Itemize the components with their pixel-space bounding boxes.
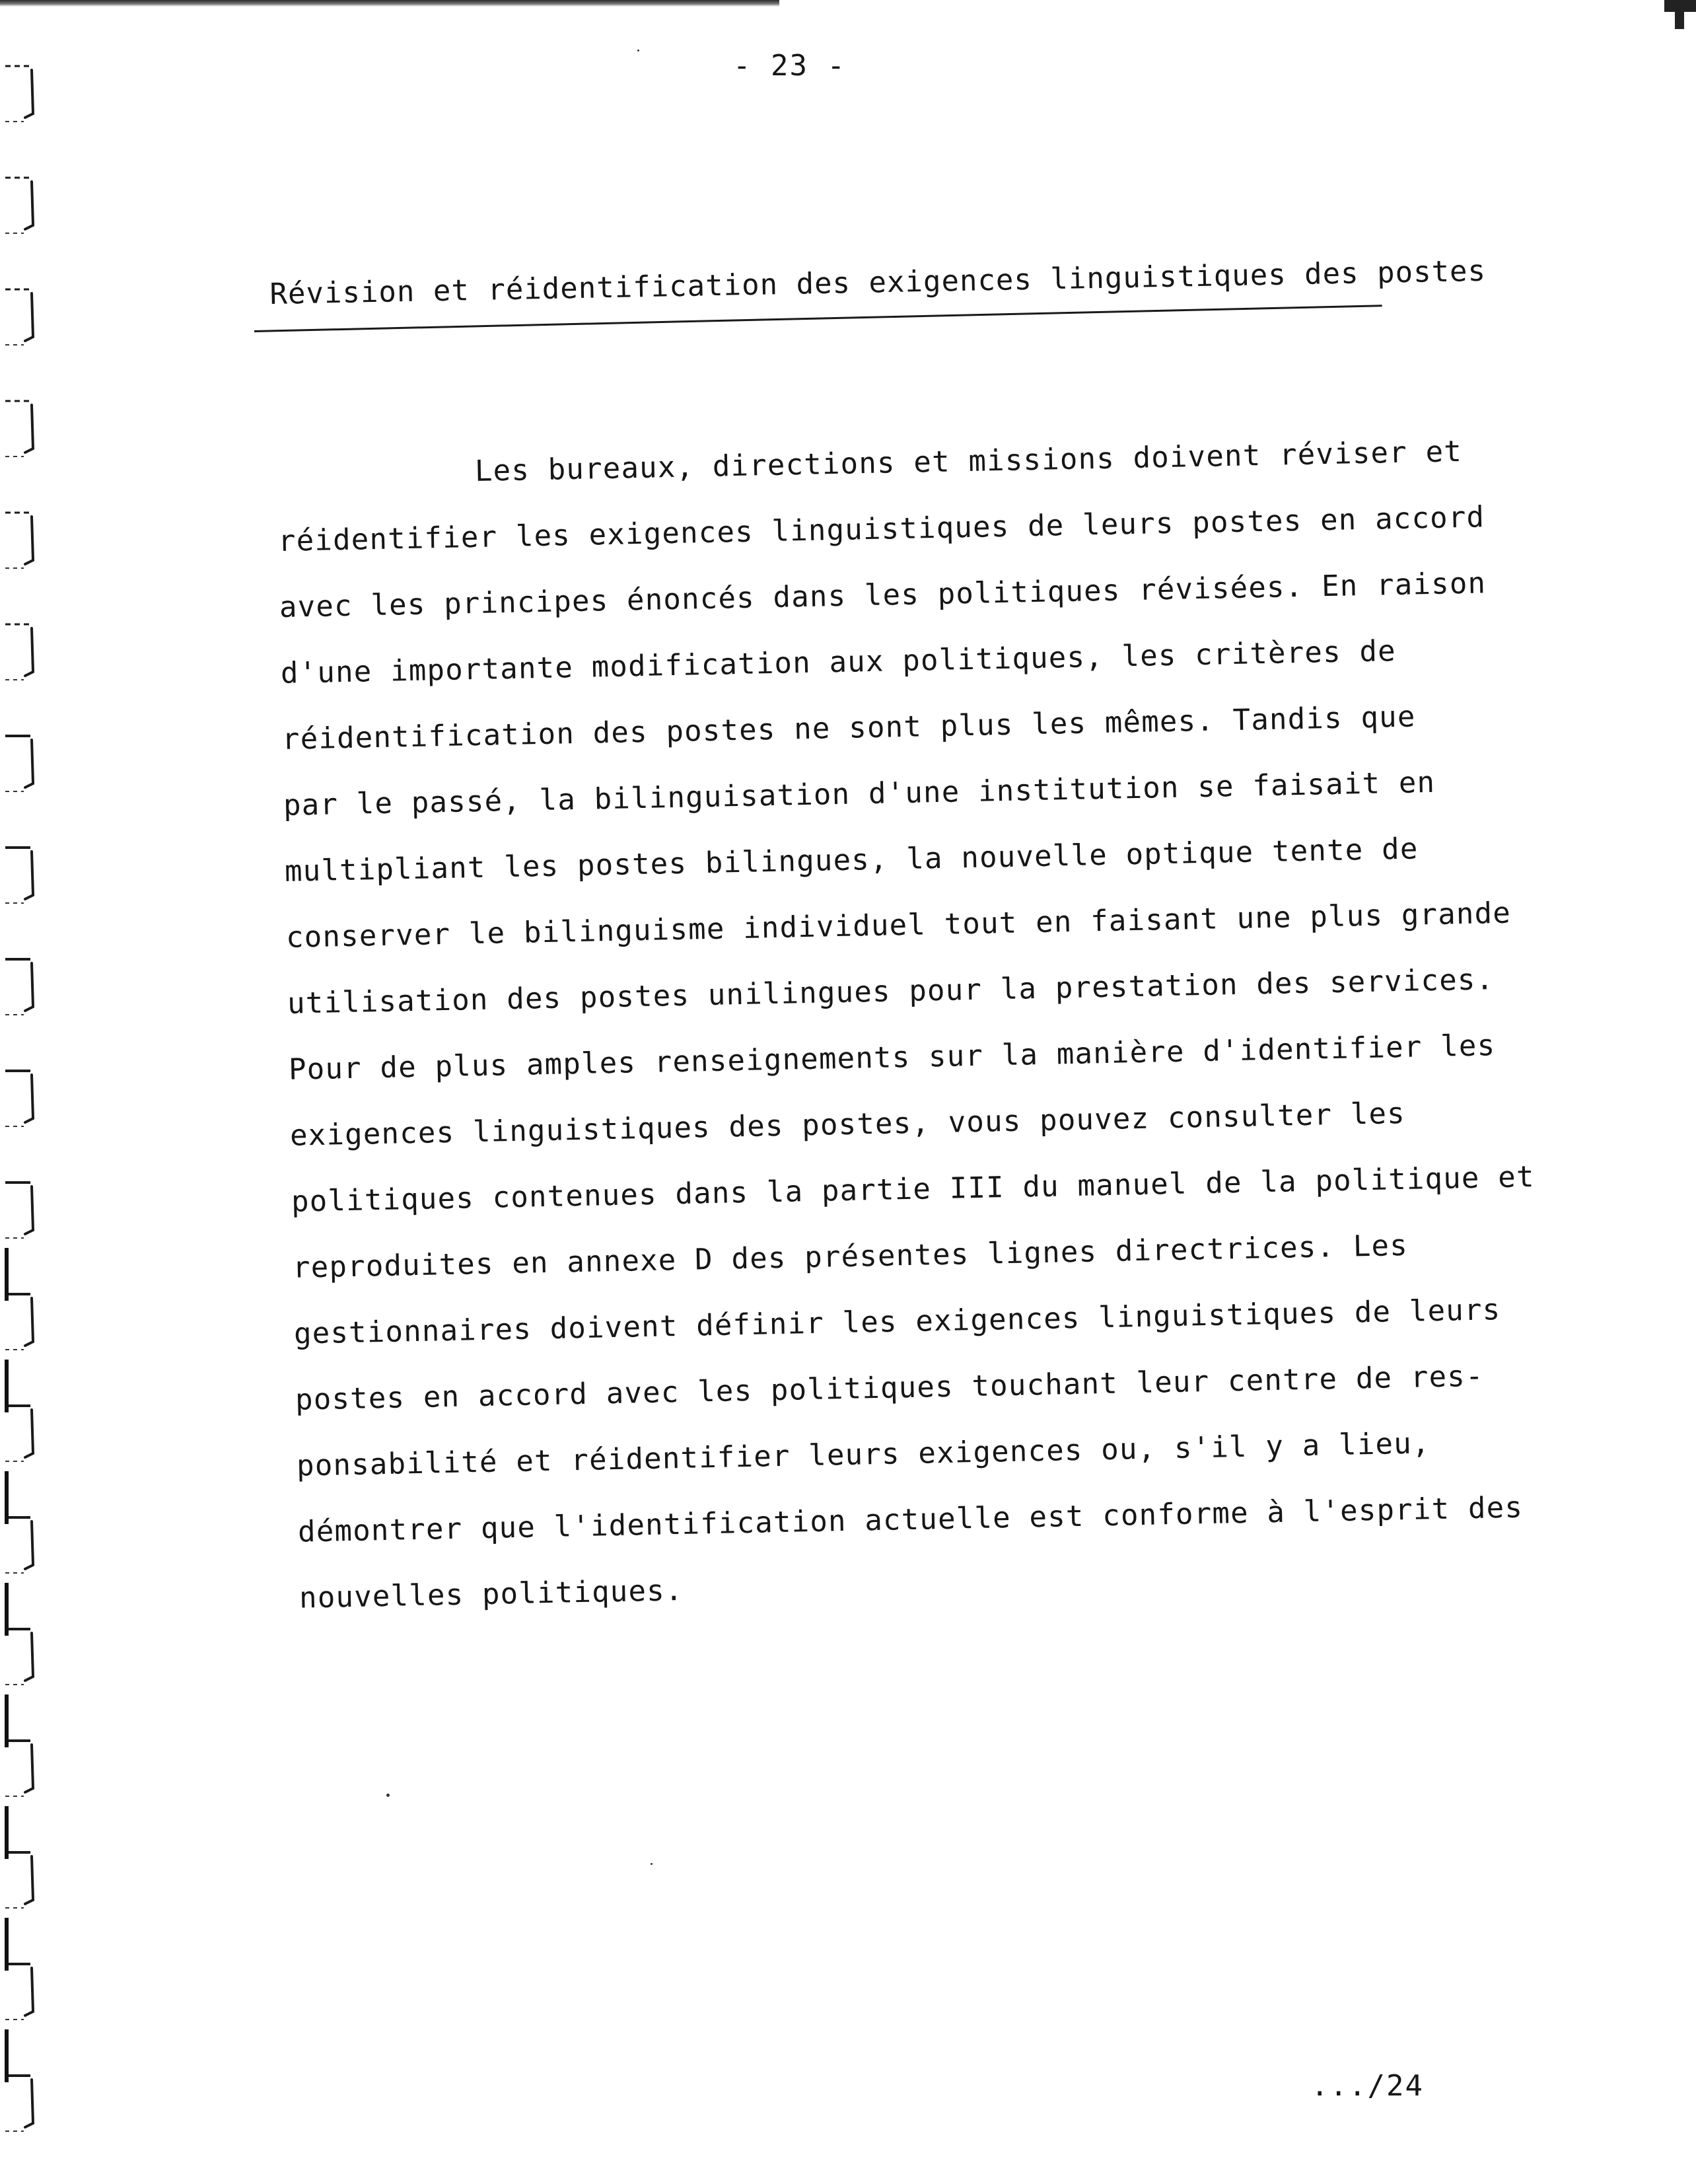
binder-marks bbox=[0, 0, 73, 2184]
scan-edge-corner-tab bbox=[1675, 12, 1684, 29]
paragraph-line: avec les principes énoncés dans les politiques révisées. En raison bbox=[279, 566, 1487, 624]
paragraph-line: Pour de plus amples renseignements sur la manière d'identifier les bbox=[288, 1029, 1496, 1087]
binder-bracket bbox=[5, 513, 33, 568]
binder-bracket bbox=[5, 66, 33, 122]
paragraph-line: politiques contenues dans la partie III du manuel de la politique et bbox=[291, 1159, 1536, 1219]
binder-bracket bbox=[5, 1248, 33, 1350]
paragraph-line: gestionnaires doivent définir les exigences linguistiques de leurs bbox=[293, 1293, 1501, 1351]
binder-bracket bbox=[5, 2029, 33, 2131]
binder-bracket bbox=[5, 401, 33, 456]
binder-bracket bbox=[5, 1806, 33, 1908]
section-heading: Révision et réidentification des exigences linguistiques des postes bbox=[269, 254, 1487, 311]
binder-bracket bbox=[5, 959, 33, 1015]
paragraph-line: Les bureaux, directions et missions doivent réviser et bbox=[474, 434, 1463, 488]
page-number: - 23 - bbox=[733, 49, 846, 83]
binder-bracket bbox=[5, 178, 33, 233]
continuation-marker: .../24 bbox=[1311, 2069, 1424, 2103]
binder-bracket bbox=[5, 1694, 33, 1796]
binder-bracket bbox=[5, 624, 33, 680]
paragraph-line: conserver le bilinguisme individuel tout en faisant une plus grande bbox=[285, 896, 1512, 955]
binder-bracket bbox=[5, 1360, 33, 1461]
binder-bracket bbox=[5, 1471, 33, 1573]
binder-bracket bbox=[5, 1918, 33, 2020]
paragraph-line: d'une importante modification aux politiques, les critères de bbox=[280, 634, 1397, 690]
paragraph-line: réidentification des postes ne sont plus les mêmes. Tandis que bbox=[281, 700, 1416, 756]
binder-bracket bbox=[5, 1071, 33, 1126]
scan-edge-corner bbox=[1664, 0, 1696, 12]
binder-bracket bbox=[5, 736, 33, 791]
paragraph-line: utilisation des postes unilingues pour la prestation des services. bbox=[287, 963, 1495, 1021]
scan-speck bbox=[386, 1794, 390, 1797]
paragraph-line: postes en accord avec les politiques touchant leur centre de res- bbox=[295, 1359, 1485, 1417]
binder-bracket bbox=[5, 1183, 33, 1238]
paragraph-line: nouvelles politiques. bbox=[299, 1573, 684, 1615]
binder-bracket bbox=[5, 848, 33, 903]
scan-edge-top bbox=[0, 0, 779, 7]
binder-bracket bbox=[5, 1583, 33, 1685]
paragraph-line: multipliant les postes bilingues, la nouvelle optique tente de bbox=[284, 832, 1419, 889]
paragraph-line: exigences linguistiques des postes, vous pouvez consulter les bbox=[289, 1096, 1406, 1153]
paragraph-line: par le passé, la bilinguisation d'une institution se faisait en bbox=[283, 765, 1436, 822]
paragraph-line: réidentifier les exigences linguistiques de leurs postes en accord bbox=[277, 500, 1485, 558]
scan-speck bbox=[651, 1863, 653, 1865]
paragraph-line: reproduites en annexe D des présentes lignes directrices. Les bbox=[292, 1228, 1409, 1285]
binder-bracket bbox=[5, 289, 33, 345]
paragraph-line: ponsabilité et réidentifier leurs exigences ou, s'il y a lieu, bbox=[296, 1426, 1431, 1483]
scan-speck bbox=[637, 50, 639, 52]
paragraph-line: démontrer que l'identification actuelle est conforme à l'esprit des bbox=[297, 1490, 1524, 1549]
heading-underline bbox=[254, 305, 1382, 332]
body-paragraph bbox=[276, 419, 1536, 1631]
